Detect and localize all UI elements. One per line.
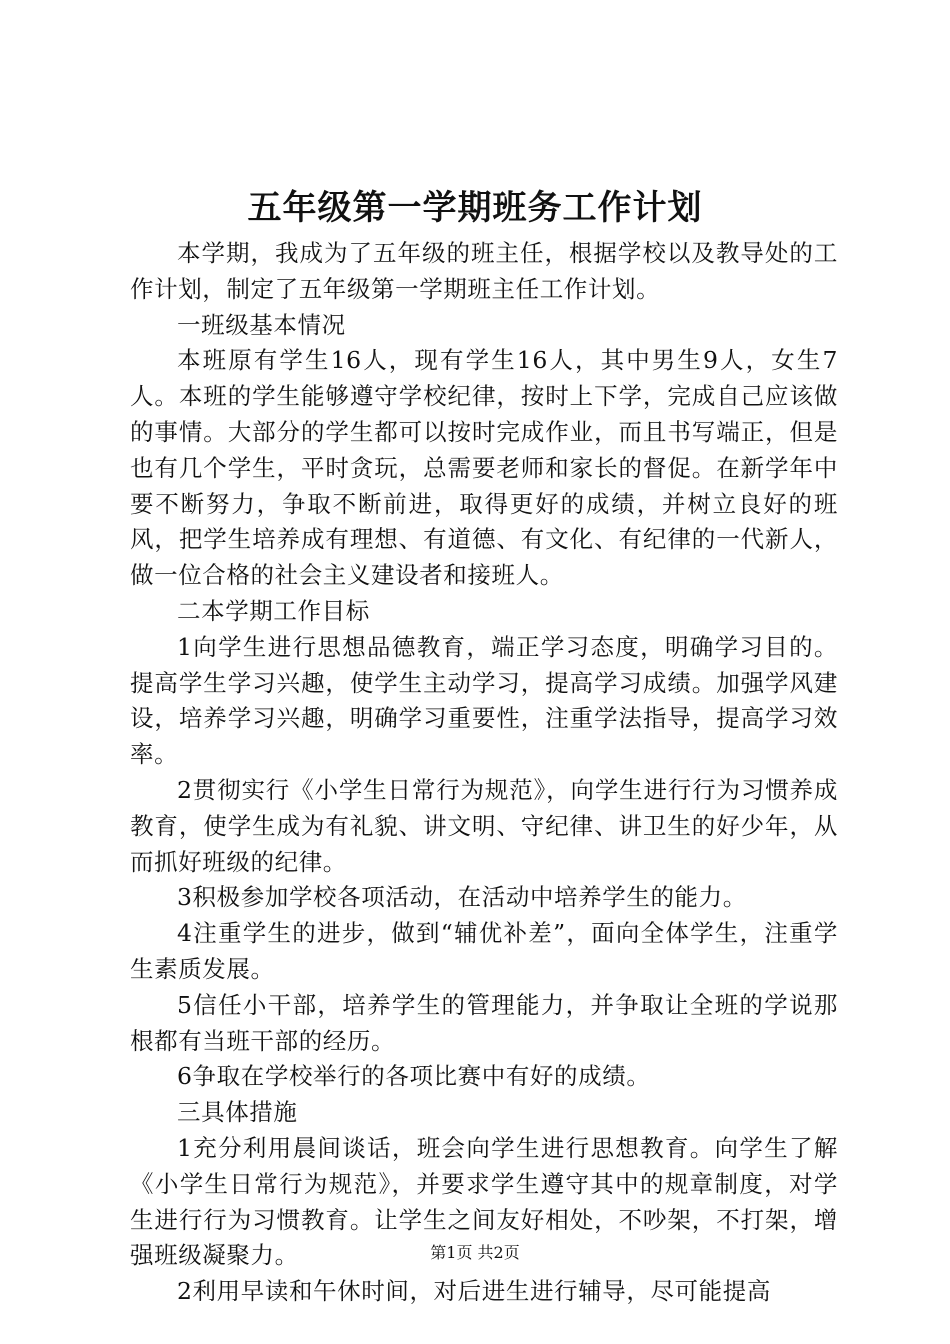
paragraph-intro: 本学期，我成为了五年级的班主任，根据学校以及教导处的工作计划，制定了五年级第一学期班主任工作计划。 (130, 239, 838, 303)
paragraph-measure-2: 2利用早读和午休时间，对后进生进行辅导，尽可能提高 (177, 1277, 771, 1306)
paragraph-goal-6: 6争取在学校举行的各项比赛中有好的成绩。 (177, 1062, 651, 1091)
paragraph-goal-3: 3积极参加学校各项活动，在活动中培养学生的能力。 (177, 883, 747, 912)
paragraph-measure-1: 1充分利用晨间谈话，班会向学生进行思想教育。向学生了解《小学生日常行为规范》，并要求学生遵守其中的规章制度，对学生进行行为习惯教育。让学生之间友好相处，不吵架，不打架，增强班级凝聚力。 (130, 1133, 838, 1270)
document-body (130, 236, 838, 1310)
paragraph-goal-2: 2贯彻实行《小学生日常行为规范》，向学生进行行为习惯养成教育，使学生成为有礼貌、讲文明、守纪律、讲卫生的好少年，从而抓好班级的纪律。 (130, 775, 838, 876)
section-heading-3: 三具体措施 (177, 1098, 298, 1127)
paragraph-goal-1: 1向学生进行思想品德教育，端正学习态度，明确学习目的。提高学生学习兴趣，使学生主动学习，提高学习成绩。加强学风建设，培养学习兴趣，明确学习重要性，注重学法指导，提高学习效率。 (130, 632, 838, 769)
document-title: 五年级第一学期班务工作计划 (247, 188, 703, 228)
paragraph-class-situation: 本班原有学生16人，现有学生16人，其中男生9人，女生7人。本班的学生能够遵守学校纪律，按时上下学，完成自己应该做的事情。大部分的学生都可以按时完成作业，而且书写端正，但是也有几个学生，平时贪玩，总需要老师和家长的督促。在新学年中要不断努力，争取不断前进，取得更好的成绩，并树立良好的班风，把学生培养成有理想、有道德、有文化、有纪律的一代新人，做一位合格的社会主义建设者和接班人。 (130, 346, 838, 590)
section-heading-2: 二本学期工作目标 (177, 596, 370, 625)
section-heading-1: 一班级基本情况 (177, 310, 346, 339)
paragraph-goal-4: 4注重学生的进步，做到“辅优补差”，面向全体学生，注重学生素质发展。 (130, 919, 838, 983)
paragraph-goal-5: 5信任小干部，培养学生的管理能力，并争取让全班的学说那根都有当班干部的经历。 (130, 990, 838, 1055)
page-footer: 第1页 共2页 (430, 1243, 520, 1262)
